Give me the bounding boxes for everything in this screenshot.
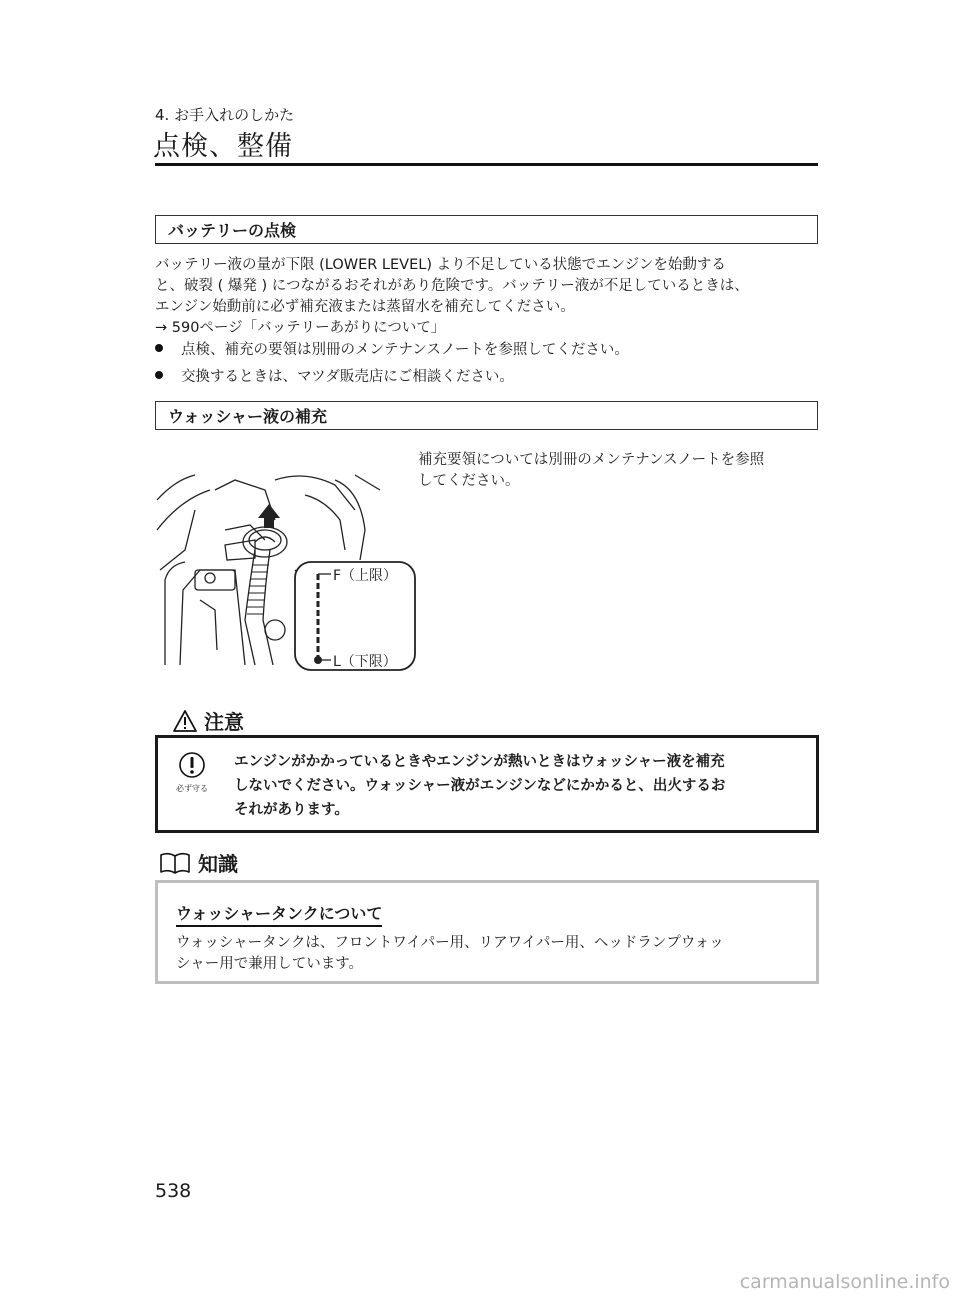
knowledge-title: ウォッシャータンクについて — [176, 901, 382, 927]
page-number: 538 — [155, 1180, 192, 1202]
bullet-text: 点検、補充の要領は別冊のメンテナンスノートを参照してください。 — [181, 342, 629, 358]
knowledge-text — [176, 933, 806, 975]
battery-line: と、破裂 ( 爆発 ) につながるおそれがあり危険です。バッテリー液が不足しているときは、 — [155, 278, 749, 294]
caution-box — [155, 735, 819, 833]
caution-line: エンジンがかかっているときやエンジンが熱いときはウォッシャー液を補充 — [234, 754, 725, 770]
dipstick-upper-label: F（上限） — [333, 568, 398, 584]
washer-section-heading: ウォッシャー液の補充 — [155, 401, 818, 430]
battery-line: エンジン始動前に必ず補充液または蒸留水を補充してください。 — [155, 299, 575, 315]
chapter-label: 4. お手入れのしかた — [155, 106, 295, 124]
caution-line: しないでください。ウォッシャー液がエンジンなどにかかると、出火するお — [234, 778, 726, 794]
warning-triangle-icon — [172, 709, 198, 733]
page-title: 点検、整備 — [153, 131, 293, 162]
bullet-dot-icon — [155, 371, 163, 379]
washer-line: 補充要領については別冊のメンテナンスノートを参照 — [418, 452, 765, 468]
washer-paragraph — [418, 450, 818, 492]
battery-section-heading: バッテリーの点検 — [155, 215, 818, 244]
must-follow-badge — [172, 752, 212, 794]
battery-reference-link[interactable]: → 590ページ「バッテリーあがりについて」 — [155, 320, 446, 336]
washer-line: してください。 — [418, 473, 520, 489]
knowledge-box — [155, 880, 819, 984]
must-follow-label: 必ず守る — [176, 784, 208, 793]
caution-heading — [172, 706, 244, 735]
title-divider — [155, 163, 818, 166]
watermark: carmanualsonline.info — [739, 1271, 950, 1293]
bullet-text: 交換するときは、マツダ販売店にご相談ください。 — [181, 369, 514, 385]
battery-line: バッテリー液の量が下限 (LOWER LEVEL) より不足している状態でエンジンを始動する — [155, 257, 726, 273]
washer-tank-illustration — [155, 470, 417, 675]
bullet-dot-icon — [155, 344, 163, 352]
battery-bullet — [155, 367, 514, 388]
battery-paragraph — [155, 255, 820, 339]
battery-bullet — [155, 340, 629, 361]
dipstick-lower-label: L（下限） — [333, 654, 397, 670]
caution-line: それがあります。 — [234, 802, 349, 818]
exclamation-circle-icon — [179, 752, 205, 778]
open-book-icon — [158, 851, 192, 875]
caution-text — [234, 750, 809, 822]
knowledge-line: ウォッシャータンクは、フロントワイパー用、リアワイパー用、ヘッドランプウォッ — [176, 935, 724, 951]
caution-heading-text: 注意 — [204, 710, 244, 734]
knowledge-line: シャー用で兼用しています。 — [176, 956, 364, 972]
knowledge-heading-text: 知識 — [198, 852, 238, 876]
knowledge-heading — [158, 848, 238, 877]
